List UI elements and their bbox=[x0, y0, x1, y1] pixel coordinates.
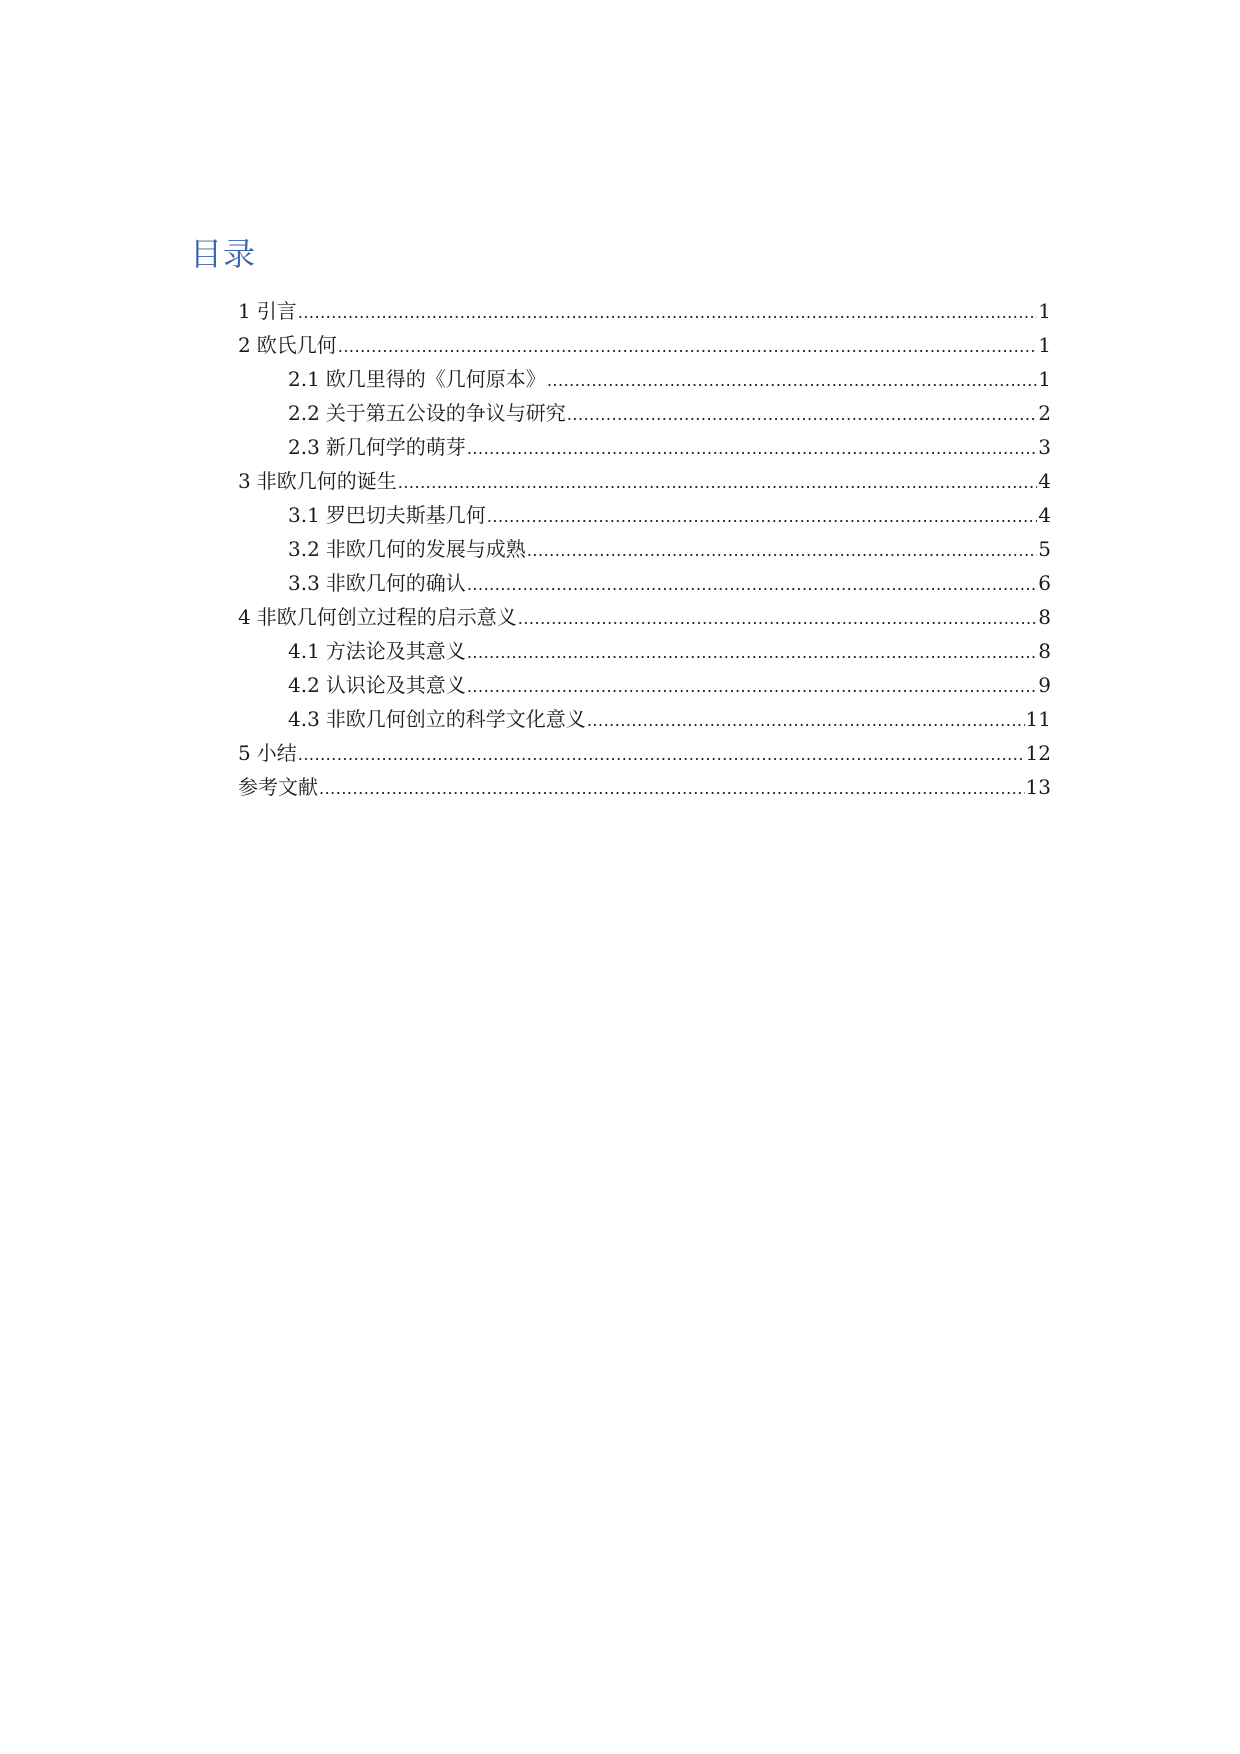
dot-leader bbox=[467, 432, 1037, 466]
toc-entry-page: 13 bbox=[1025, 775, 1051, 799]
toc-entry-number: 4 bbox=[238, 605, 251, 629]
dot-leader bbox=[338, 330, 1038, 364]
toc-entry-number: 2.2 bbox=[288, 401, 320, 425]
dot-leader bbox=[527, 534, 1037, 568]
toc-entry[interactable] bbox=[238, 702, 1051, 736]
toc-entry-number: 4.1 bbox=[288, 639, 320, 663]
toc-entry-page: 1 bbox=[1038, 299, 1051, 323]
toc-entry-number: 3.2 bbox=[288, 537, 320, 561]
dot-leader bbox=[567, 398, 1037, 432]
toc-entry-title: 关于第五公设的争议与研究 bbox=[325, 401, 566, 425]
toc-entry-title: 引言 bbox=[256, 299, 297, 323]
toc-entry-number: 3.3 bbox=[288, 571, 320, 595]
toc-entry-number: 2.3 bbox=[288, 435, 320, 459]
toc-entry[interactable] bbox=[238, 600, 1051, 634]
toc-entry-title: 非欧几何创立过程的启示意义 bbox=[256, 605, 517, 629]
toc-entry[interactable] bbox=[238, 294, 1051, 328]
toc-entry-page: 4 bbox=[1038, 503, 1051, 527]
toc-entry[interactable] bbox=[238, 464, 1051, 498]
toc-entry[interactable] bbox=[238, 396, 1051, 430]
dot-leader bbox=[467, 636, 1037, 670]
dot-leader bbox=[487, 500, 1037, 534]
toc-entry-number: 4.3 bbox=[288, 707, 320, 731]
toc-entry-title: 欧几里得的《几何原本》 bbox=[325, 367, 546, 391]
toc-entry[interactable] bbox=[238, 498, 1051, 532]
toc-entry-number: 4.2 bbox=[288, 673, 320, 697]
dot-leader bbox=[518, 602, 1038, 636]
toc-entry-title: 欧氏几何 bbox=[256, 333, 337, 357]
toc-entry-number: 2 bbox=[238, 333, 251, 357]
toc-entry-page: 3 bbox=[1038, 435, 1051, 459]
dot-leader bbox=[398, 466, 1038, 500]
toc-entry[interactable] bbox=[238, 430, 1051, 464]
toc-entry-title: 非欧几何的诞生 bbox=[256, 469, 397, 493]
toc-entry-page: 2 bbox=[1038, 401, 1051, 425]
toc-entry-title: 方法论及其意义 bbox=[325, 639, 466, 663]
toc-entry-page: 9 bbox=[1038, 673, 1051, 697]
toc-entry-number: 3.1 bbox=[288, 503, 320, 527]
toc-entry-title: 非欧几何的发展与成熟 bbox=[325, 537, 526, 561]
toc-entry[interactable] bbox=[238, 362, 1051, 396]
toc-entry-title: 非欧几何创立的科学文化意义 bbox=[325, 707, 586, 731]
toc-entry-number: 5 bbox=[238, 741, 251, 765]
toc-entry-page: 12 bbox=[1025, 741, 1051, 765]
toc-entry-page: 8 bbox=[1038, 605, 1051, 629]
toc-entry[interactable] bbox=[238, 634, 1051, 668]
dot-leader bbox=[587, 704, 1025, 738]
toc-list bbox=[238, 294, 1051, 804]
toc-entry-page: 1 bbox=[1038, 333, 1051, 357]
toc-entry-title: 非欧几何的确认 bbox=[325, 571, 466, 595]
toc-entry[interactable] bbox=[238, 566, 1051, 600]
toc-entry-title: 参考文献 bbox=[238, 775, 318, 799]
dot-leader bbox=[467, 568, 1037, 602]
dot-leader bbox=[319, 772, 1025, 806]
dot-leader bbox=[467, 670, 1037, 704]
toc-entry-title: 新几何学的萌芽 bbox=[325, 435, 466, 459]
toc-entry[interactable] bbox=[238, 532, 1051, 566]
toc-entry-page: 11 bbox=[1025, 707, 1051, 731]
toc-entry-page: 5 bbox=[1038, 537, 1051, 561]
toc-entry-number: 2.1 bbox=[288, 367, 320, 391]
dot-leader bbox=[547, 364, 1037, 398]
toc-entry[interactable] bbox=[238, 668, 1051, 702]
toc-entry-page: 6 bbox=[1038, 571, 1051, 595]
toc-entry[interactable] bbox=[238, 736, 1051, 770]
toc-entry-title: 小结 bbox=[256, 741, 297, 765]
toc-heading: 目录 bbox=[190, 235, 257, 273]
toc-entry-title: 认识论及其意义 bbox=[325, 673, 466, 697]
toc-entry-page: 4 bbox=[1038, 469, 1051, 493]
toc-entry-title: 罗巴切夫斯基几何 bbox=[325, 503, 486, 527]
toc-entry-page: 1 bbox=[1038, 367, 1051, 391]
toc-entry-number: 3 bbox=[238, 469, 251, 493]
toc-entry-page: 8 bbox=[1038, 639, 1051, 663]
toc-entry[interactable] bbox=[238, 770, 1051, 804]
dot-leader bbox=[298, 738, 1025, 772]
toc-entry-number: 1 bbox=[238, 299, 251, 323]
dot-leader bbox=[298, 296, 1038, 330]
toc-entry[interactable] bbox=[238, 328, 1051, 362]
